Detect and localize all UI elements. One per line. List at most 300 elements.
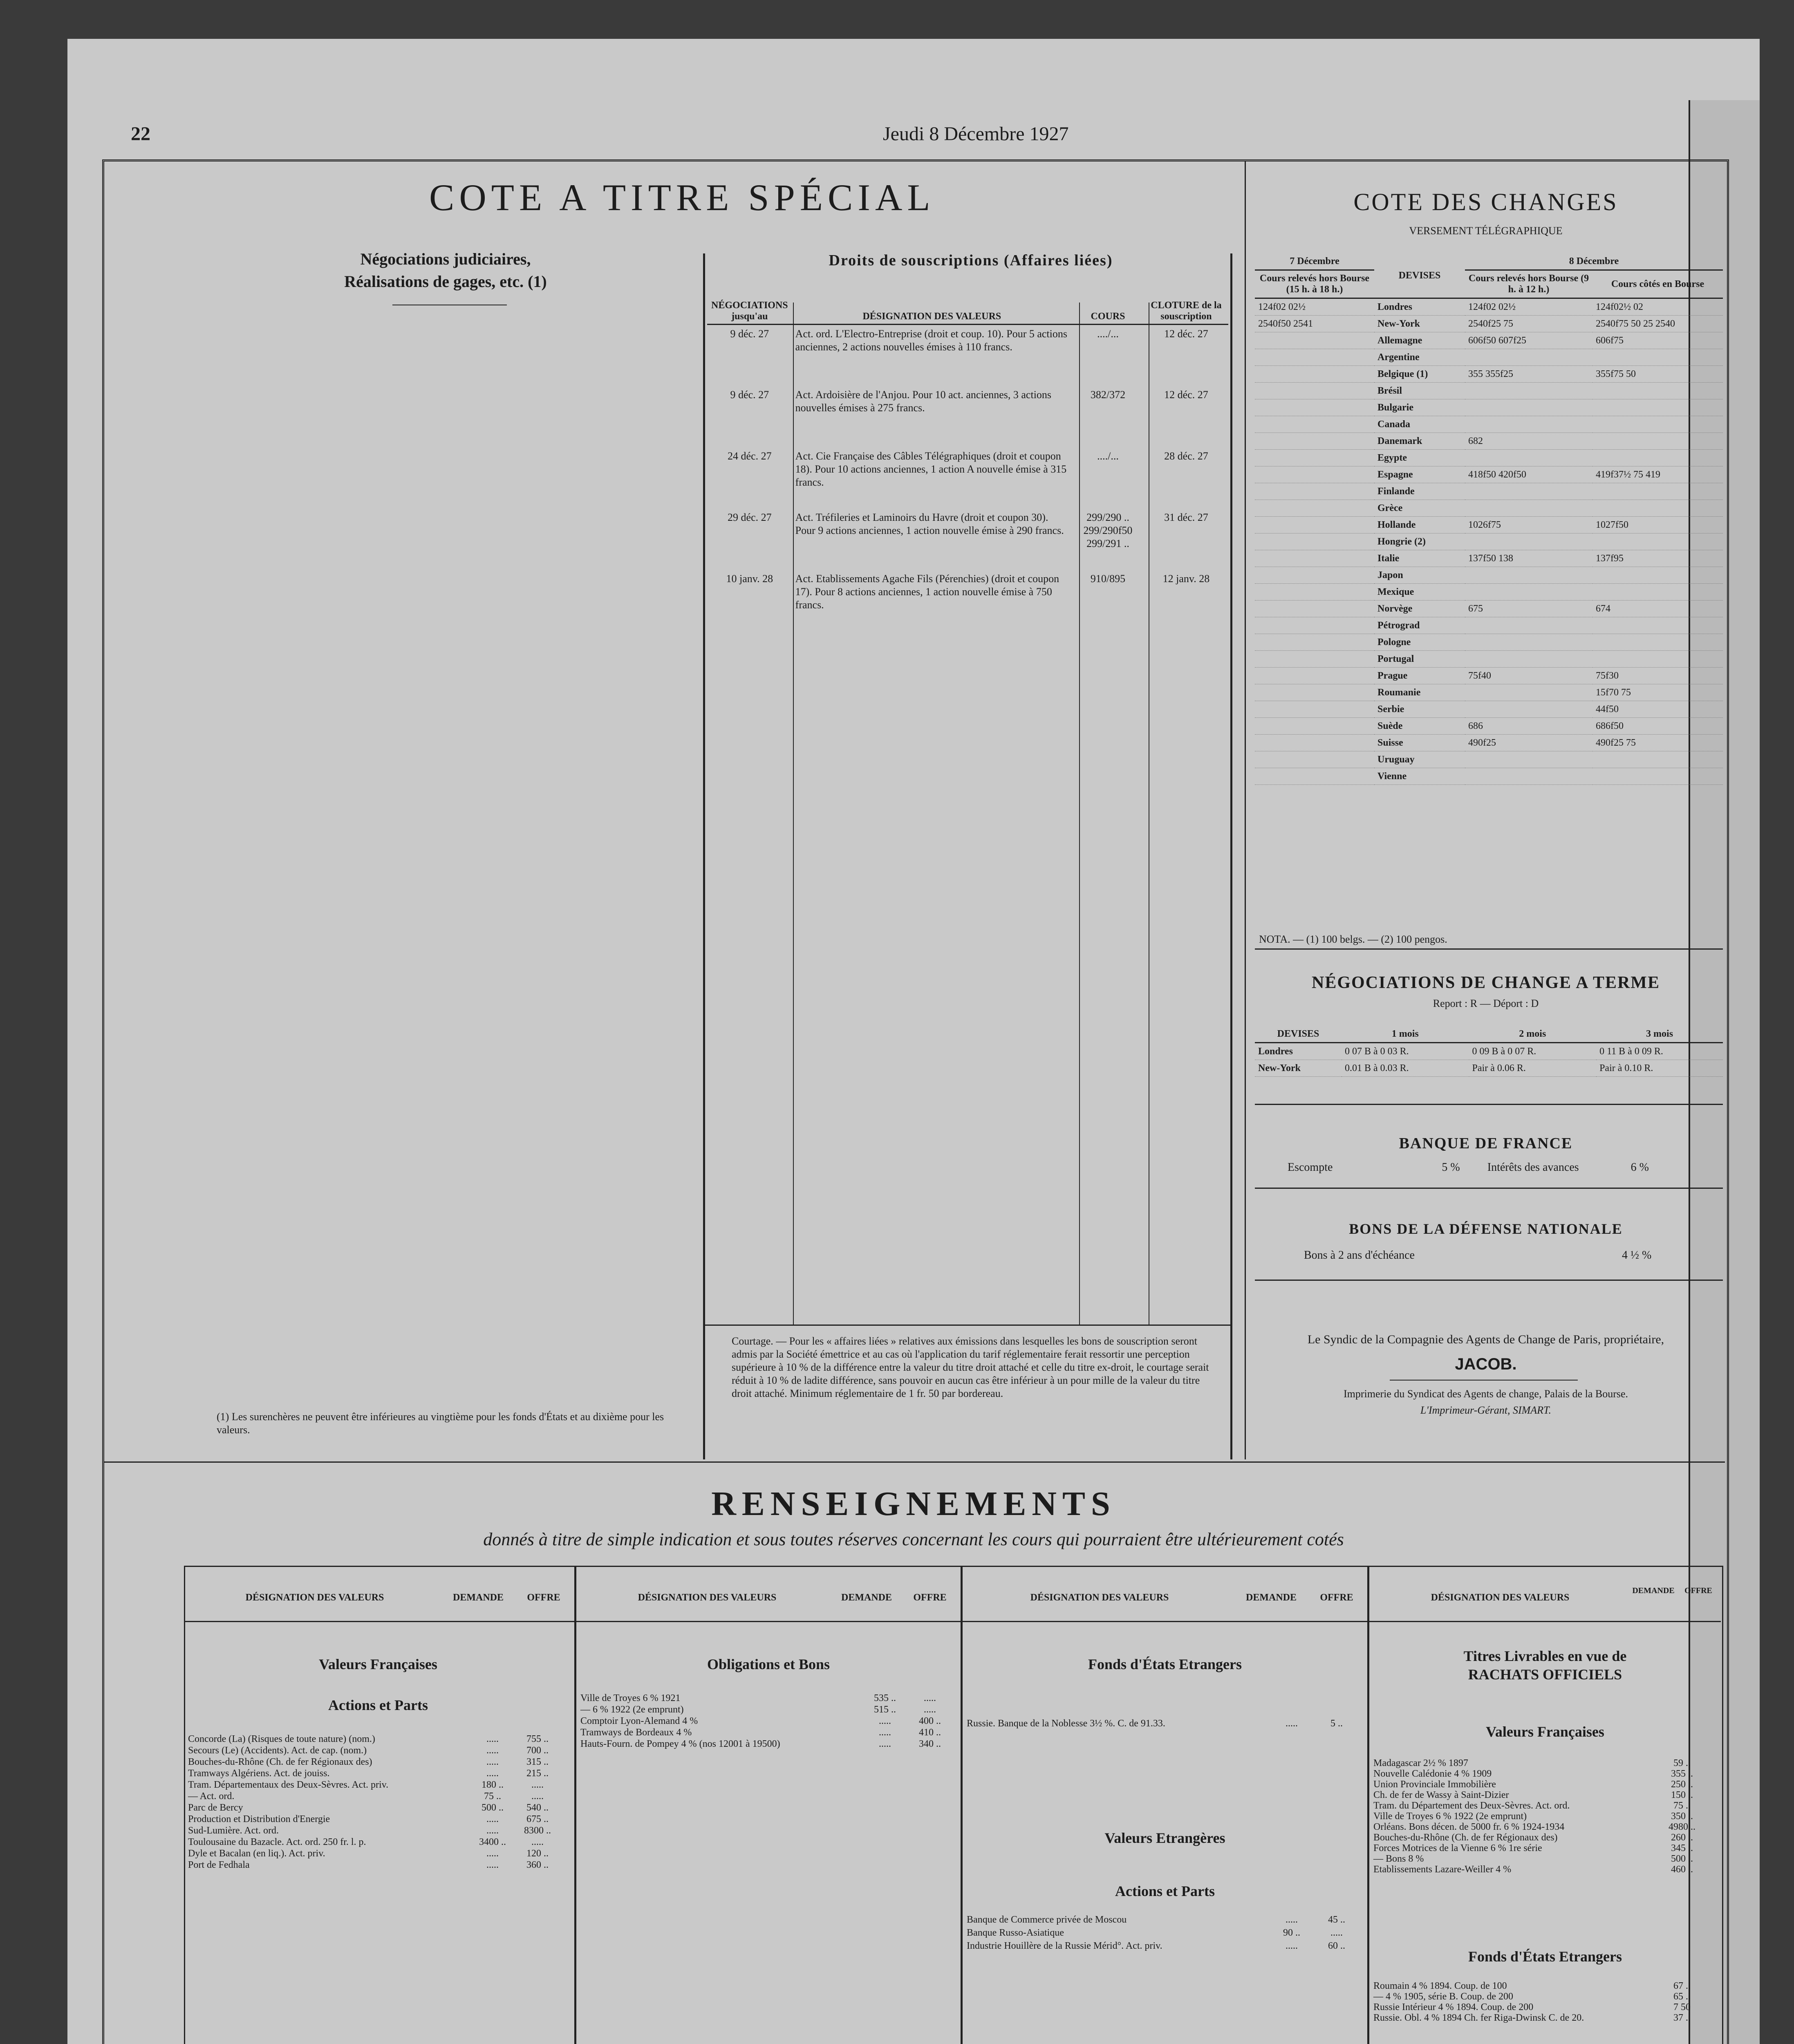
bourse bbox=[1592, 450, 1723, 466]
hors-bourse bbox=[1465, 617, 1592, 634]
col-cloture: CLOTURE de la souscription bbox=[1144, 298, 1228, 325]
item-name: Port de Fedhala bbox=[188, 1860, 250, 1870]
item-demande: 90 .. bbox=[1283, 1927, 1300, 1938]
list-item bbox=[1369, 1768, 1721, 1779]
list-item bbox=[184, 1756, 572, 1768]
item-demande: ..... bbox=[1286, 1718, 1298, 1729]
item-demande: 460 .. bbox=[1671, 1864, 1693, 1875]
bourse bbox=[1592, 383, 1723, 399]
devise: Brésil bbox=[1374, 383, 1465, 399]
table-border-right bbox=[1230, 253, 1232, 1459]
hors-bourse: 1026f75 bbox=[1465, 517, 1592, 533]
prev-cours bbox=[1255, 751, 1374, 768]
bourse bbox=[1592, 500, 1723, 517]
item-name: Bouches-du-Rhône (Ch. de fer Régionaux des) bbox=[188, 1757, 372, 1767]
row-date: 29 déc. 27 bbox=[728, 511, 772, 523]
list-item bbox=[184, 1768, 572, 1779]
devise: Grèce bbox=[1374, 500, 1465, 517]
prev-cours bbox=[1255, 601, 1374, 617]
col-rule bbox=[574, 1566, 576, 2044]
item-name: Toulousaine du Bazacle. Act. ord. 250 fr. l. p. bbox=[188, 1837, 366, 1847]
item-demande: 355 .. bbox=[1671, 1768, 1693, 1779]
list-item bbox=[963, 1913, 1367, 1926]
col-demande: DEMANDE bbox=[453, 1592, 504, 1603]
bons-defense-title: BONS DE LA DÉFENSE NATIONALE bbox=[1349, 1221, 1623, 1237]
bons-value: 4 ½ % bbox=[1622, 1249, 1652, 1262]
hors-bourse bbox=[1465, 349, 1592, 366]
bourse bbox=[1592, 567, 1723, 584]
item-name: Orléans. Bons décen. de 5000 fr. 6 % 1924-1934 bbox=[1373, 1822, 1565, 1832]
table-row bbox=[1255, 617, 1723, 634]
negociations-judiciaires-heading: Négociations judiciaires, bbox=[360, 250, 531, 268]
list-item bbox=[1369, 1991, 1721, 2002]
row-cloture: 31 déc. 27 bbox=[1164, 511, 1208, 523]
banque-de-france-title: BANQUE DE FRANCE bbox=[1399, 1135, 1573, 1152]
table-row bbox=[707, 570, 1228, 631]
devise: Belgique (1) bbox=[1374, 366, 1465, 383]
hors-bourse bbox=[1465, 701, 1592, 718]
row-cours: ..../... bbox=[1097, 328, 1119, 340]
col-designation: DÉSIGNATION DES VALEURS bbox=[792, 298, 1072, 325]
item-demande: 75 .. bbox=[484, 1791, 501, 1802]
item-name: Comptoir Lyon-Alemand 4 % bbox=[580, 1716, 698, 1726]
hors-bourse: 124f02 02½ bbox=[1465, 298, 1592, 316]
bourse: 686f50 bbox=[1592, 718, 1723, 735]
col-designation: DÉSIGNATION DES VALEURS bbox=[638, 1592, 777, 1603]
bourse: 137f95 bbox=[1592, 550, 1723, 567]
item-name: Nouvelle Calédonie 4 % 1909 bbox=[1373, 1768, 1492, 1779]
bourse bbox=[1592, 634, 1723, 651]
item-offre: 120 .. bbox=[526, 1848, 549, 1859]
item-name: Sud-Lumière. Act. ord. bbox=[188, 1825, 279, 1836]
hors-bourse bbox=[1465, 768, 1592, 785]
bourse bbox=[1592, 483, 1723, 500]
bourse: 44f50 bbox=[1592, 701, 1723, 718]
rachats-officiels-heading: RACHATS OFFICIELS bbox=[1468, 1666, 1622, 1683]
row-designation: Act. Etablissements Agache Fils (Pérenchies) (droit et coupon 17). Pour 8 actions anciennes, 1 action nouvelle émise à 750 francs. bbox=[795, 572, 1059, 611]
prev-cours bbox=[1255, 735, 1374, 751]
footnote-surencheres: (1) Les surenchères ne peuvent être inférieures au vingtième pour les fonds d'États et au dixième pour les valeurs. bbox=[217, 1411, 664, 1436]
item-demande: ..... bbox=[1286, 1941, 1298, 1951]
bourse: 75f30 bbox=[1592, 668, 1723, 684]
item-name: Union Provinciale Immobilière bbox=[1373, 1779, 1496, 1790]
item-demande: 59 .. bbox=[1673, 1758, 1691, 1768]
item-name: Etablissements Lazare-Weiller 4 % bbox=[1373, 1864, 1512, 1875]
list-item bbox=[184, 1813, 572, 1825]
bons-label: Bons à 2 ans d'échéance bbox=[1304, 1249, 1415, 1262]
list-item bbox=[1369, 1832, 1721, 1843]
hors-bourse bbox=[1465, 450, 1592, 466]
rule bbox=[1255, 948, 1723, 950]
item-offre: 5 .. bbox=[1330, 1718, 1343, 1729]
rule bbox=[1255, 1188, 1723, 1189]
item-name: Tram. Départementaux des Deux-Sèvres. Act. priv. bbox=[188, 1780, 389, 1790]
hors-bourse bbox=[1465, 416, 1592, 433]
list-item bbox=[1369, 1779, 1721, 1790]
list-item bbox=[184, 1836, 572, 1848]
table-row bbox=[1255, 651, 1723, 668]
item-offre: 675 .. bbox=[526, 1814, 549, 1824]
devise: Portugal bbox=[1374, 651, 1465, 668]
prev-cours bbox=[1255, 483, 1374, 500]
column-divider bbox=[1245, 161, 1246, 1459]
devise: Norvège bbox=[1374, 601, 1465, 617]
item-offre: ..... bbox=[924, 1693, 936, 1703]
table-row bbox=[1255, 366, 1723, 383]
obligations-et-bons-heading: Obligations et Bons bbox=[707, 1656, 830, 1672]
table-row bbox=[1255, 567, 1723, 584]
item-offre: 700 .. bbox=[526, 1745, 549, 1756]
prev-cours bbox=[1255, 550, 1374, 567]
bourse bbox=[1592, 617, 1723, 634]
row-designation: Act. Tréfileries et Laminoirs du Havre (droit et coupon 30). Pour 9 actions anciennes, 1 action nouvelle émise à 290 francs. bbox=[795, 511, 1064, 536]
hors-bourse: 682 bbox=[1465, 433, 1592, 450]
prev-cours bbox=[1255, 634, 1374, 651]
valeurs-francaises-heading: Valeurs Françaises bbox=[319, 1656, 437, 1672]
escompte-line bbox=[1288, 1161, 1649, 1174]
item-name: — 4 % 1905, série B. Coup. de 200 bbox=[1373, 1991, 1513, 2002]
item-demande: ..... bbox=[486, 1848, 499, 1859]
bourse bbox=[1592, 651, 1723, 668]
list-item bbox=[1369, 1811, 1721, 1822]
item-offre: 360 .. bbox=[526, 1860, 549, 1870]
cote-titre-special-title: COTE A TITRE SPÉCIAL bbox=[429, 177, 935, 218]
bourse: 2540f75 50 25 2540 bbox=[1592, 316, 1723, 332]
hors-bourse: 418f50 420f50 bbox=[1465, 466, 1592, 483]
bourse bbox=[1592, 751, 1723, 768]
list-item bbox=[576, 1738, 961, 1750]
rule bbox=[1390, 1380, 1578, 1381]
item-demande: 65 .. bbox=[1673, 1991, 1691, 2002]
hors-bourse bbox=[1465, 651, 1592, 668]
list-item bbox=[1369, 1843, 1721, 1853]
changes-table bbox=[1255, 253, 1723, 785]
item-name: Dyle et Bacalan (en liq.). Act. priv. bbox=[188, 1848, 325, 1859]
table-row bbox=[1255, 433, 1723, 450]
item-offre: 315 .. bbox=[526, 1757, 549, 1767]
item-demande: 350 .. bbox=[1671, 1811, 1693, 1822]
renseignements-subtitle: donnés à titre de simple indication et sous toutes réserves concernant les cours qui pourraient être ultérieurement cotés bbox=[483, 1529, 1344, 1549]
item-offre: ..... bbox=[531, 1780, 544, 1790]
prev-cours bbox=[1255, 567, 1374, 584]
col-offre: OFFRE bbox=[913, 1592, 947, 1603]
devise: Finlande bbox=[1374, 483, 1465, 500]
item-demande: ..... bbox=[486, 1757, 499, 1767]
item-offre: 45 .. bbox=[1328, 1914, 1345, 1925]
item-demande: ..... bbox=[879, 1716, 891, 1726]
list-item bbox=[576, 1704, 961, 1715]
prev-cours bbox=[1255, 651, 1374, 668]
item-name: Tramways Algériens. Act. de jouiss. bbox=[188, 1768, 330, 1779]
devise: Mexique bbox=[1374, 584, 1465, 601]
prev-cours bbox=[1255, 416, 1374, 433]
table-row bbox=[1255, 634, 1723, 651]
list-item bbox=[963, 1939, 1367, 1952]
table-row bbox=[1255, 751, 1723, 768]
prev-cours bbox=[1255, 433, 1374, 450]
col-2-mois: 2 mois bbox=[1469, 1026, 1597, 1043]
item-offre: 410 .. bbox=[919, 1727, 941, 1738]
item-demande: 500 .. bbox=[482, 1802, 504, 1813]
table-row bbox=[1255, 684, 1723, 701]
table-row bbox=[1255, 601, 1723, 617]
bourse: 15f70 75 bbox=[1592, 684, 1723, 701]
table-row bbox=[707, 386, 1228, 447]
actions-et-parts-heading: Actions et Parts bbox=[328, 1697, 428, 1713]
row-cloture: 12 janv. 28 bbox=[1162, 572, 1210, 585]
bourse: 419f37½ 75 419 bbox=[1592, 466, 1723, 483]
hors-bourse bbox=[1465, 584, 1592, 601]
table-row bbox=[1255, 718, 1723, 735]
bourse bbox=[1592, 533, 1723, 550]
row-designation: Act. Cie Française des Câbles Télégraphiques (droit et coupon 18). Pour 10 actions anciennes, 1 action A nouvelle émise à 315 francs. bbox=[795, 450, 1067, 488]
hors-bourse: 2540f25 75 bbox=[1465, 316, 1592, 332]
prev-cours bbox=[1255, 366, 1374, 383]
m3: 0 11 B à 0 09 R. bbox=[1596, 1043, 1723, 1060]
prev-cours bbox=[1255, 466, 1374, 483]
col-designation: DÉSIGNATION DES VALEURS bbox=[1030, 1592, 1169, 1603]
item-offre: 340 .. bbox=[919, 1739, 941, 1749]
row-date: 10 janv. 28 bbox=[726, 572, 773, 585]
item-demande: 345 .. bbox=[1671, 1843, 1693, 1853]
item-name: Ch. de fer de Wassy à Saint-Dizier bbox=[1373, 1790, 1509, 1800]
item-offre: 215 .. bbox=[526, 1768, 549, 1779]
bons-line bbox=[1304, 1249, 1651, 1262]
col-demande: DEMANDE bbox=[841, 1592, 892, 1603]
item-demande: ..... bbox=[486, 1814, 499, 1824]
table-border-left bbox=[703, 253, 705, 1459]
hors-bourse: 490f25 bbox=[1465, 735, 1592, 751]
m2: Pair à 0.06 R. bbox=[1469, 1060, 1597, 1077]
col-1-mois: 1 mois bbox=[1342, 1026, 1469, 1043]
valeurs-francaises-heading: Valeurs Françaises bbox=[1486, 1724, 1604, 1740]
col1-list bbox=[184, 1733, 572, 1871]
hors-bourse: 686 bbox=[1465, 718, 1592, 735]
interets-label: Intérêts des avances bbox=[1487, 1161, 1579, 1174]
table-row bbox=[1255, 517, 1723, 533]
item-demande: ..... bbox=[879, 1739, 891, 1749]
prev-cours bbox=[1255, 399, 1374, 416]
item-name: — 6 % 1922 (2e emprunt) bbox=[580, 1704, 684, 1715]
table-row bbox=[1255, 668, 1723, 684]
devise: Londres bbox=[1255, 1043, 1342, 1060]
item-offre: ..... bbox=[531, 1837, 544, 1847]
item-demande: ..... bbox=[486, 1860, 499, 1870]
item-name: Banque de Commerce privée de Moscou bbox=[967, 1914, 1127, 1925]
prev-cours bbox=[1255, 383, 1374, 399]
devise: Hongrie (2) bbox=[1374, 533, 1465, 550]
prev-cours bbox=[1255, 349, 1374, 366]
bourse bbox=[1592, 349, 1723, 366]
terme-table bbox=[1255, 1026, 1723, 1077]
bourse: 124f02½ 02 bbox=[1592, 298, 1723, 316]
imprimerie-line: Imprimerie du Syndicat des Agents de change, Palais de la Bourse. bbox=[1343, 1388, 1628, 1400]
list-item bbox=[576, 1692, 961, 1704]
syndic-name: JACOB. bbox=[1455, 1355, 1517, 1373]
prev-cours bbox=[1255, 701, 1374, 718]
table-row bbox=[1255, 735, 1723, 751]
devise: Prague bbox=[1374, 668, 1465, 684]
list-item bbox=[1369, 1790, 1721, 1800]
bourse: 355f75 50 bbox=[1592, 366, 1723, 383]
renseignements-title: RENSEIGNEMENTS bbox=[711, 1485, 1116, 1523]
bourse: 1027f50 bbox=[1592, 517, 1723, 533]
hors-bourse bbox=[1465, 483, 1592, 500]
hors-bourse: 355 355f25 bbox=[1465, 366, 1592, 383]
item-demande: 3400 .. bbox=[479, 1837, 506, 1847]
escompte-label: Escompte bbox=[1288, 1161, 1333, 1174]
hors-bourse bbox=[1465, 567, 1592, 584]
devise: Pologne bbox=[1374, 634, 1465, 651]
item-demande: 500 .. bbox=[1671, 1853, 1693, 1864]
item-name: Russie. Obl. 4 % 1894 Ch. fer Riga-Dwinsk C. de 20. bbox=[1373, 2013, 1584, 2023]
hors-bourse: 606f50 607f25 bbox=[1465, 332, 1592, 349]
escompte-value: 5 % bbox=[1442, 1161, 1460, 1174]
row-cloture: 28 déc. 27 bbox=[1164, 450, 1208, 462]
prev-cours bbox=[1255, 617, 1374, 634]
devise: Pétrograd bbox=[1374, 617, 1465, 634]
header-rule bbox=[184, 1621, 1721, 1622]
item-demande: 4980 .. bbox=[1669, 1822, 1695, 1832]
devise: Suède bbox=[1374, 718, 1465, 735]
page-number: 22 bbox=[131, 123, 150, 145]
devise: Espagne bbox=[1374, 466, 1465, 483]
devise: Londres bbox=[1374, 298, 1465, 316]
item-name: Russie. Banque de la Noblesse 3½ %. C. de 91.33. bbox=[967, 1718, 1165, 1729]
table-row bbox=[1255, 450, 1723, 466]
list-item bbox=[1369, 1981, 1721, 1991]
bourse bbox=[1592, 416, 1723, 433]
col-bourse: Cours côtés en Bourse bbox=[1592, 270, 1723, 298]
item-name: Hauts-Fourn. de Pompey 4 % (nos 12001 à 19500) bbox=[580, 1739, 780, 1749]
rule bbox=[1255, 1104, 1723, 1105]
fonds-etats-etrangers-heading: Fonds d'États Etrangers bbox=[1088, 1656, 1242, 1672]
item-name: Production et Distribution d'Energie bbox=[188, 1814, 330, 1824]
item-demande: ..... bbox=[486, 1768, 499, 1779]
item-offre: ..... bbox=[924, 1704, 936, 1715]
item-demande: 150 .. bbox=[1671, 1790, 1693, 1800]
devise: Bulgarie bbox=[1374, 399, 1465, 416]
row-cours: 299/290 .. 299/290f50 299/291 .. bbox=[1083, 511, 1133, 549]
table-row bbox=[707, 447, 1228, 509]
row-date: 24 déc. 27 bbox=[728, 450, 772, 462]
prev-cours bbox=[1255, 718, 1374, 735]
table-row bbox=[1255, 584, 1723, 601]
hors-bourse: 137f50 138 bbox=[1465, 550, 1592, 567]
table-row bbox=[1255, 768, 1723, 785]
prev-cours: 2540f50 2541 bbox=[1255, 316, 1374, 332]
bourse bbox=[1592, 433, 1723, 450]
col-demande: DEMANDE bbox=[1246, 1592, 1297, 1603]
syndic-line: Le Syndic de la Compagnie des Agents de Change de Paris, propriétaire, bbox=[1307, 1333, 1664, 1346]
date-8-dec: 8 Décembre bbox=[1465, 253, 1723, 270]
row-designation: Act. ord. L'Electro-Entreprise (droit et coup. 10). Pour 5 actions anciennes, 2 actions nouvelles émises à 110 francs. bbox=[795, 328, 1067, 353]
row-cloture: 12 déc. 27 bbox=[1164, 328, 1208, 340]
item-name: Russie Intérieur 4 % 1894. Coup. de 200 bbox=[1373, 2002, 1534, 2013]
col4-list bbox=[1369, 1758, 1721, 1875]
hors-bourse bbox=[1465, 500, 1592, 517]
item-name: — Act. ord. bbox=[188, 1791, 235, 1802]
m2: 0 09 B à 0 07 R. bbox=[1469, 1043, 1597, 1060]
list-item bbox=[184, 1733, 572, 1745]
item-demande: 515 .. bbox=[874, 1704, 896, 1715]
prev-cours bbox=[1255, 500, 1374, 517]
terme-subtitle: Report : R — Déport : D bbox=[1433, 997, 1539, 1009]
list-item bbox=[576, 1715, 961, 1727]
row-cloture: 12 déc. 27 bbox=[1164, 388, 1208, 401]
col-rule bbox=[793, 303, 794, 1325]
table-row bbox=[1255, 550, 1723, 567]
realisations-de-gages-heading: Réalisations de gages, etc. (1) bbox=[344, 272, 547, 291]
bourse: 606f75 bbox=[1592, 332, 1723, 349]
hors-bourse bbox=[1465, 399, 1592, 416]
hors-bourse bbox=[1465, 684, 1592, 701]
item-demande: 67 .. bbox=[1673, 1981, 1691, 1991]
prev-cours: 124f02 02½ bbox=[1255, 298, 1374, 316]
bourse bbox=[1592, 584, 1723, 601]
cote-des-changes-title: COTE DES CHANGES bbox=[1353, 188, 1618, 215]
table-row bbox=[1255, 298, 1723, 316]
list-item bbox=[184, 1791, 572, 1802]
table-row bbox=[1255, 1060, 1723, 1077]
table-row bbox=[1255, 316, 1723, 332]
list-item bbox=[1369, 2002, 1721, 2013]
bourse: 674 bbox=[1592, 601, 1723, 617]
courtage-rule bbox=[703, 1325, 1232, 1326]
table-row bbox=[1255, 1043, 1723, 1060]
hors-bourse bbox=[1465, 634, 1592, 651]
table-row bbox=[1255, 483, 1723, 500]
row-cours: ..../... bbox=[1097, 450, 1119, 462]
changes-nota: NOTA. — (1) 100 belgs. — (2) 100 pengos. bbox=[1259, 933, 1447, 945]
item-name: Banque Russo-Asiatique bbox=[967, 1927, 1064, 1938]
prev-cours bbox=[1255, 768, 1374, 785]
table-row bbox=[1255, 399, 1723, 416]
bourse: 490f25 75 bbox=[1592, 735, 1723, 751]
list-item bbox=[1369, 1758, 1721, 1768]
col-cours: COURS bbox=[1072, 298, 1144, 325]
item-demande: 535 .. bbox=[874, 1693, 896, 1703]
hors-bourse bbox=[1465, 751, 1592, 768]
row-designation: Act. Ardoisière de l'Anjou. Pour 10 act. anciennes, 3 actions nouvelles émises à 275 francs. bbox=[795, 388, 1052, 414]
row-date: 9 déc. 27 bbox=[730, 388, 769, 401]
hors-bourse bbox=[1465, 533, 1592, 550]
m1: 0 07 B à 0 03 R. bbox=[1342, 1043, 1469, 1060]
droits-souscriptions-table bbox=[707, 298, 1228, 631]
devise: Allemagne bbox=[1374, 332, 1465, 349]
row-date: 9 déc. 27 bbox=[730, 328, 769, 340]
section-divider bbox=[104, 1461, 1725, 1463]
list-item bbox=[184, 1745, 572, 1756]
table-row bbox=[1255, 466, 1723, 483]
devise: Uruguay bbox=[1374, 751, 1465, 768]
col-3-mois: 3 mois bbox=[1596, 1026, 1723, 1043]
terme-title: NÉGOCIATIONS DE CHANGE A TERME bbox=[1312, 973, 1660, 992]
devise: Italie bbox=[1374, 550, 1465, 567]
col-devises: DEVISES bbox=[1374, 253, 1465, 298]
col-devises: DEVISES bbox=[1255, 1026, 1342, 1043]
item-name: Bouches-du-Rhône (Ch. de fer Régionaux des) bbox=[1373, 1832, 1558, 1843]
item-demande: ..... bbox=[486, 1825, 499, 1836]
item-name: Roumain 4 % 1894. Coup. de 100 bbox=[1373, 1981, 1507, 1991]
item-name: Secours (Le) (Accidents). Act. de cap. (nom.) bbox=[188, 1745, 367, 1756]
col-designation: DÉSIGNATION DES VALEURS bbox=[245, 1592, 384, 1603]
item-offre: 540 .. bbox=[526, 1802, 549, 1813]
item-name: Tramways de Bordeaux 4 % bbox=[580, 1727, 692, 1738]
hors-bourse: 675 bbox=[1465, 601, 1592, 617]
devise: Serbie bbox=[1374, 701, 1465, 718]
col-offre: OFFRE bbox=[527, 1592, 560, 1603]
